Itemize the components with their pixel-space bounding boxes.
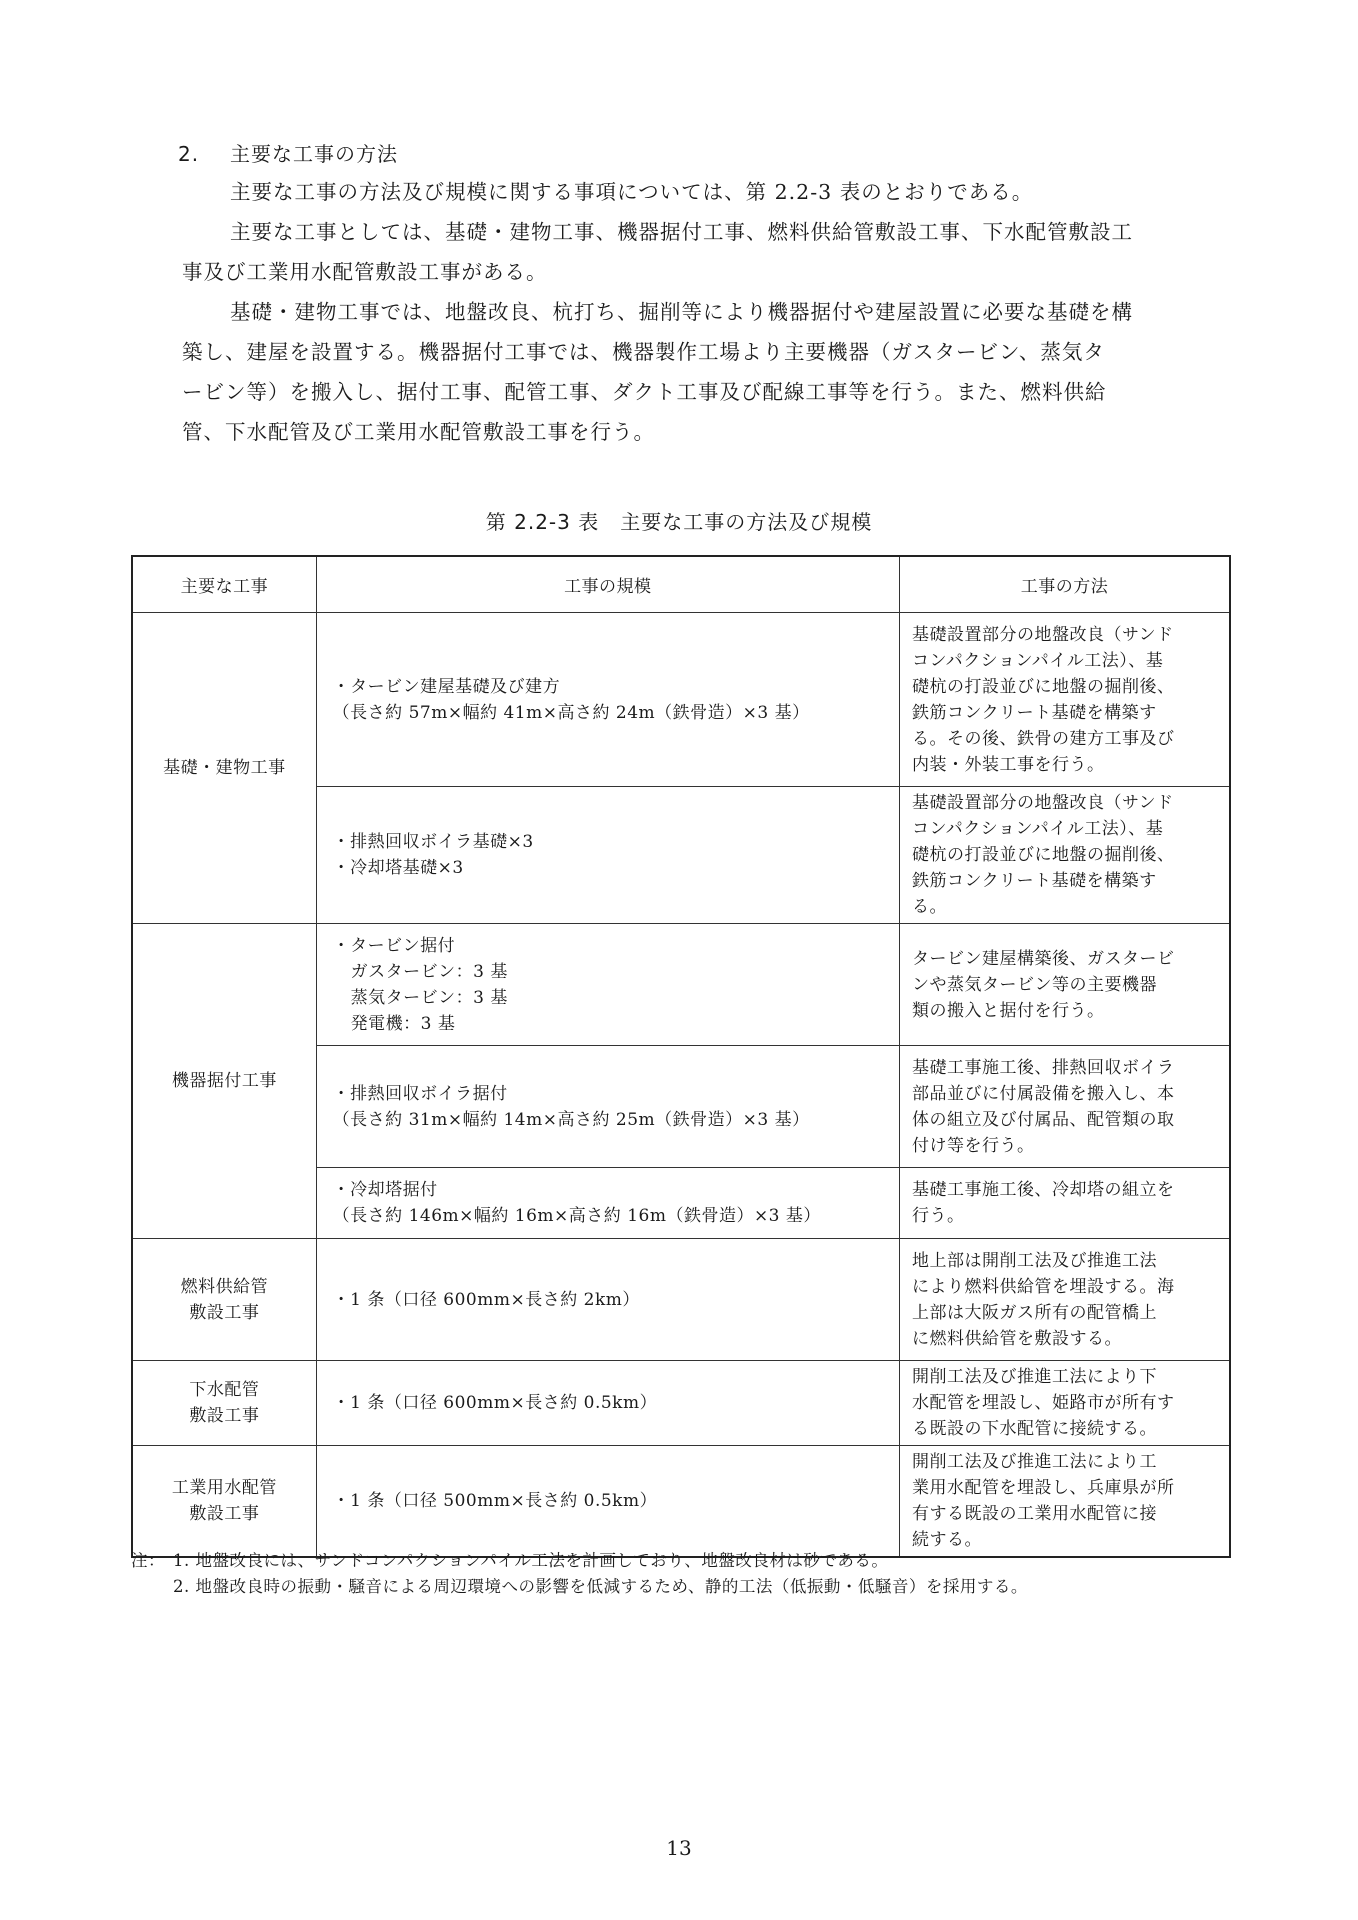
category-line: 下水配管 bbox=[189, 1380, 260, 1400]
note-1-text: 1. 地盤改良には、サンドコンパクションパイル工法を計画しており、地盤改良材は砂である。 bbox=[173, 1551, 889, 1570]
paragraph-3-line-4: 管、下水配管及び工業用水配管敷設工事を行う。 bbox=[182, 420, 655, 444]
header-main-work: 主要な工事 bbox=[132, 556, 316, 613]
method-line: 開削工法及び推進工法により下 bbox=[911, 1367, 1157, 1387]
table-row bbox=[132, 1446, 1230, 1558]
method-line: タービン建屋構築後、ガスタービ bbox=[911, 948, 1175, 969]
method-line: 礎杭の打設並びに地盤の掘削後、 bbox=[911, 845, 1175, 865]
scale-cell bbox=[316, 1446, 899, 1558]
method-line: 鉄筋コンクリート基礎を構築す bbox=[911, 871, 1157, 891]
method-line: 水配管を埋設し、姫路市が所有す bbox=[911, 1393, 1175, 1413]
method-cell bbox=[899, 1446, 1230, 1558]
method-line: 類の搬入と据付を行う。 bbox=[911, 1000, 1105, 1021]
scale-cell bbox=[316, 1361, 899, 1446]
method-line: 上部は大阪ガス所有の配管橋上 bbox=[911, 1302, 1157, 1323]
method-line: 鉄筋コンクリート基礎を構築す bbox=[911, 702, 1157, 723]
note-2 bbox=[131, 1574, 1028, 1600]
category-line: 敷設工事 bbox=[189, 1406, 260, 1426]
method-line: コンパクションパイル工法）、基 bbox=[911, 819, 1164, 839]
table-caption: 第 2.2-3 表 主要な工事の方法及び規模 bbox=[485, 510, 873, 534]
method-line: コンパクションパイル工法）、基 bbox=[911, 650, 1164, 671]
method-line: 礎杭の打設並びに地盤の掘削後、 bbox=[911, 676, 1175, 697]
scale-cell bbox=[316, 924, 899, 1046]
scale-cell bbox=[316, 1046, 899, 1168]
method-line: 付け等を行う。 bbox=[911, 1135, 1035, 1156]
note-1 bbox=[131, 1548, 1028, 1574]
method-cell bbox=[899, 1168, 1230, 1239]
page-number: 13 bbox=[666, 1836, 692, 1860]
paragraph-3-line-1: 基礎・建物工事では、地盤改良、杭打ち、掘削等により機器据付や建屋設置に必要な基礎を構 bbox=[230, 300, 1133, 324]
note-lead: 注： bbox=[131, 1551, 165, 1570]
header-work-scale: 工事の規模 bbox=[316, 556, 899, 613]
paragraph-2-line-2: 事及び工業用水配管敷設工事がある。 bbox=[182, 260, 548, 284]
category-industrial-water-pipe bbox=[132, 1446, 316, 1558]
method-line: により燃料供給管を埋設する。海 bbox=[911, 1276, 1175, 1297]
method-cell bbox=[899, 1239, 1230, 1361]
category-line: 敷設工事 bbox=[189, 1504, 260, 1524]
method-line: に燃料供給管を敷設する。 bbox=[911, 1328, 1122, 1349]
method-line: 地上部は開削工法及び推進工法 bbox=[911, 1250, 1157, 1271]
category-fuel-pipe bbox=[132, 1239, 316, 1361]
scale-line: ・排熱回収ボイラ基礎×3 bbox=[332, 832, 534, 852]
header-work-method: 工事の方法 bbox=[899, 556, 1230, 613]
scale-line: 発電機：3 基 bbox=[350, 1013, 456, 1034]
scale-line: ・タービン据付 bbox=[332, 935, 456, 956]
scale-cell bbox=[316, 1168, 899, 1239]
section-number: 2. bbox=[178, 142, 200, 166]
table-notes bbox=[131, 1548, 1028, 1600]
scale-line: （長さ約 146m×幅約 16m×高さ約 16m（鉄骨造）×3 基） bbox=[332, 1206, 821, 1226]
scale-cell bbox=[316, 613, 899, 787]
construction-works-table bbox=[131, 555, 1231, 1558]
section-title: 主要な工事の方法 bbox=[230, 142, 398, 166]
method-line: 内装・外装工事を行う。 bbox=[911, 754, 1105, 775]
category-line: 燃料供給管 bbox=[180, 1276, 269, 1297]
method-cell bbox=[899, 924, 1230, 1046]
method-line: 有する既設の工業用水配管に接 bbox=[911, 1504, 1157, 1524]
method-line: 体の組立及び付属品、配管類の取 bbox=[911, 1109, 1175, 1130]
note-2-text: 2. 地盤改良時の振動・騒音による周辺環境への影響を低減するため、静的工法（低振動・低騒音）を採用する。 bbox=[173, 1577, 1028, 1596]
method-line: る既設の下水配管に接続する。 bbox=[911, 1419, 1157, 1439]
table-row bbox=[132, 1361, 1230, 1446]
method-cell bbox=[899, 1361, 1230, 1446]
scale-line: ・冷却塔据付 bbox=[332, 1180, 438, 1200]
paragraph-1 bbox=[206, 172, 1234, 212]
scale-line: ガスタービン：3 基 bbox=[350, 961, 508, 982]
method-line: る。 bbox=[911, 897, 947, 917]
method-line: ンや蒸気タービン等の主要機器 bbox=[911, 974, 1157, 995]
paragraph-3-line-2: 築し、建屋を設置する。機器据付工事では、機器製作工場より主要機器（ガスタービン、蒸気タ bbox=[182, 340, 1105, 364]
table-row bbox=[132, 1239, 1230, 1361]
paragraph-2 bbox=[182, 212, 1234, 292]
scale-line: ・1 条（口径 500mm×長さ約 0.5km） bbox=[332, 1491, 658, 1511]
method-line: 行う。 bbox=[911, 1206, 965, 1226]
category-line: 工業用水配管 bbox=[171, 1478, 277, 1498]
method-cell bbox=[899, 1046, 1230, 1168]
paragraph-2-line-1: 主要な工事としては、基礎・建物工事、機器据付工事、燃料供給管敷設工事、下水配管敷設工 bbox=[230, 220, 1133, 244]
method-line: 続する。 bbox=[911, 1530, 982, 1550]
table-header-row bbox=[132, 556, 1230, 613]
scale-line: ・冷却塔基礎×3 bbox=[332, 858, 464, 878]
scale-cell bbox=[316, 787, 899, 924]
category-line: 敷設工事 bbox=[189, 1302, 260, 1323]
method-line: 部品並びに付属設備を搬入し、本 bbox=[911, 1083, 1175, 1104]
paragraph-3-line-3: ービン等）を搬入し、据付工事、配管工事、ダクト工事及び配線工事等を行う。また、燃料供給 bbox=[182, 380, 1107, 404]
method-line: 基礎設置部分の地盤改良（サンド bbox=[911, 624, 1174, 645]
paragraph-3 bbox=[182, 292, 1234, 452]
section-heading bbox=[178, 138, 398, 167]
category-equipment: 機器据付工事 bbox=[132, 924, 316, 1239]
table-row bbox=[132, 613, 1230, 787]
method-line: 基礎工事施工後、冷却塔の組立を bbox=[911, 1180, 1175, 1200]
method-line: る。その後、鉄骨の建方工事及び bbox=[911, 728, 1175, 749]
scale-cell bbox=[316, 1239, 899, 1361]
scale-line: ・タービン建屋基礎及び建方 bbox=[332, 676, 561, 697]
scale-line: 蒸気タービン：3 基 bbox=[350, 987, 508, 1008]
method-line: 基礎工事施工後、排熱回収ボイラ bbox=[911, 1057, 1175, 1078]
category-foundation: 基礎・建物工事 bbox=[132, 613, 316, 924]
method-cell bbox=[899, 787, 1230, 924]
paragraph-1-text: 主要な工事の方法及び規模に関する事項については、第 2.2-3 表のとおりである。 bbox=[230, 180, 1034, 204]
method-line: 開削工法及び推進工法により工 bbox=[911, 1452, 1157, 1472]
scale-line: ・1 条（口径 600mm×長さ約 2km） bbox=[332, 1289, 640, 1310]
scale-line: ・1 条（口径 600mm×長さ約 0.5km） bbox=[332, 1393, 658, 1413]
method-line: 基礎設置部分の地盤改良（サンド bbox=[911, 793, 1174, 813]
scale-line: ・排熱回収ボイラ据付 bbox=[332, 1083, 508, 1104]
method-line: 業用水配管を埋設し、兵庫県が所 bbox=[911, 1478, 1175, 1498]
category-sewer-pipe bbox=[132, 1361, 316, 1446]
table-row bbox=[132, 924, 1230, 1046]
method-cell bbox=[899, 613, 1230, 787]
scale-line: （長さ約 57m×幅約 41m×高さ約 24m（鉄骨造）×3 基） bbox=[332, 702, 810, 723]
scale-line: （長さ約 31m×幅約 14m×高さ約 25m（鉄骨造）×3 基） bbox=[332, 1109, 810, 1130]
